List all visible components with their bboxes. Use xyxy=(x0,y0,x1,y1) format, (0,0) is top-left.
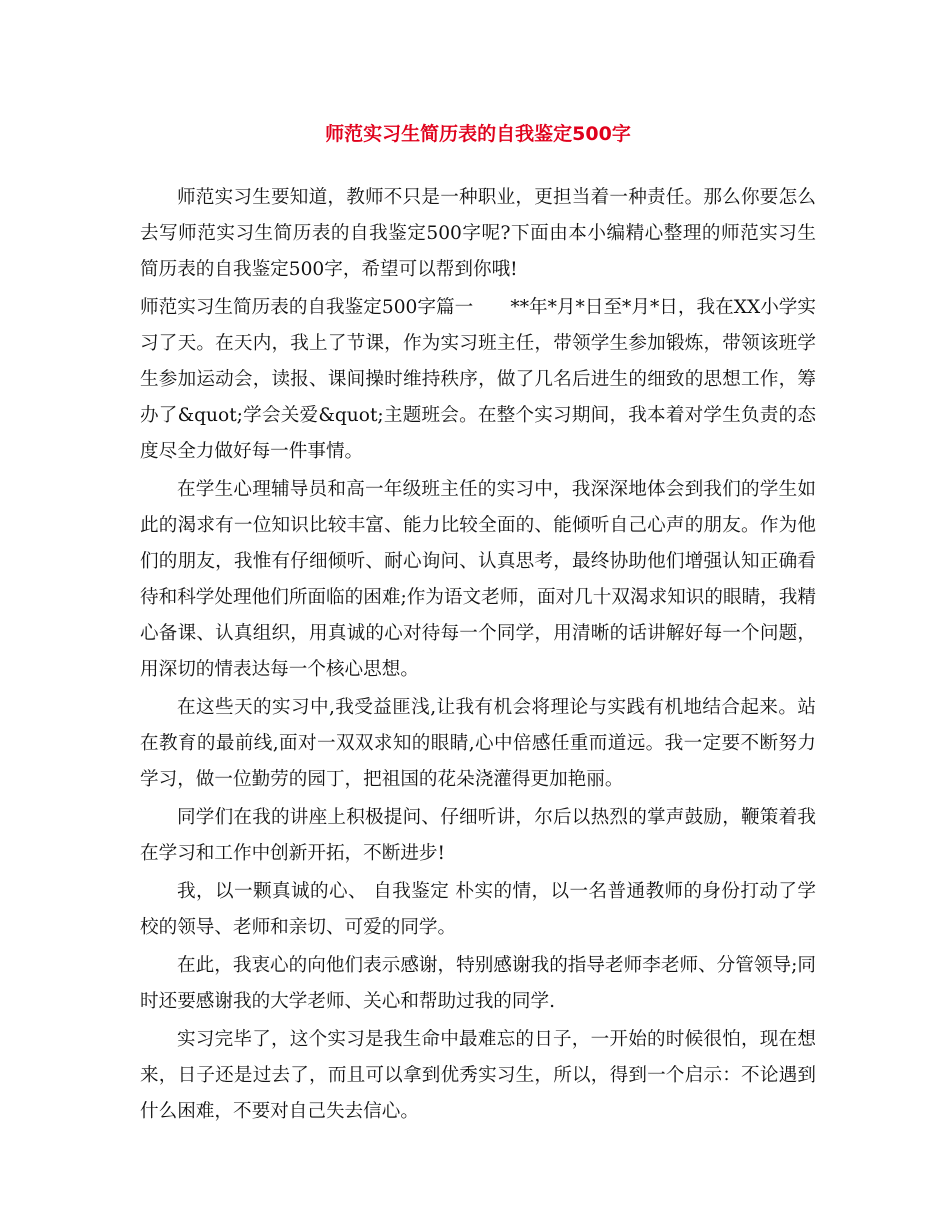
document-body xyxy=(140,180,816,1130)
paragraph-part-one: 师范实习生简历表的自我鉴定500字篇一 **年*月*日至*月*日，我在XX小学实习了天。在天内，我上了节课，作为实习班主任，带领学生参加锻炼，带领该班学生参加运动会，读报、课间操时维持秩序，做了几名后进生的细致的思想工作，筹办了&quot;学会关爱&quot;主题班会。在整个实习期间，我本着对学生负责的态度尽全力做好每一件事情。 xyxy=(140,297,816,462)
paragraph-lecture: 同学们在我的讲座上积极提问、仔细听讲，尔后以热烈的掌声鼓励，鞭策着我在学习和工作中创新开拓，不断进步! xyxy=(140,807,816,864)
document-page xyxy=(140,118,816,1132)
paragraph-sincere: 我，以一颗真诚的心、 自我鉴定 朴实的情，以一名普通教师的身份打动了学校的领导、老师和亲切、可爱的同学。 xyxy=(140,881,816,938)
paragraph-benefit: 在这些天的实习中,我受益匪浅,让我有机会将理论与实践有机地结合起来。站在教育的最前线,面对一双双求知的眼睛,心中倍感任重而道远。我一定要不断努力学习，做一位勤劳的园丁，把祖国的花朵浇灌得更加艳丽。 xyxy=(140,697,816,790)
paragraph-conclusion: 实习完毕了，这个实习是我生命中最难忘的日子，一开始的时候很怕，现在想来，日子还是过去了，而且可以拿到优秀实习生，所以，得到一个启示：不论遇到什么困难，不要对自己失去信心。 xyxy=(140,1029,816,1122)
paragraph-thanks: 在此，我衷心的向他们表示感谢，特别感谢我的指导老师李老师、分管领导;同时还要感谢我的大学老师、关心和帮助过我的同学. xyxy=(140,955,816,1012)
paragraph-counselor: 在学生心理辅导员和高一年级班主任的实习中，我深深地体会到我们的学生如此的渴求有一位知识比较丰富、能力比较全面的、能倾听自己心声的朋友。作为他们的朋友，我惟有仔细倾听、耐心询问、认真思考，最终协助他们增强认知正确看待和科学处理他们所面临的困难;作为语文老师，面对几十双渴求知识的眼睛，我精心备课、认真组织，用真诚的心对待每一个同学，用清晰的话讲解好每一个问题，用深切的情表达每一个核心思想。 xyxy=(140,479,816,680)
paragraph-intro: 师范实习生要知道，教师不只是一种职业，更担当着一种责任。那么你要怎么去写师范实习生简历表的自我鉴定500字呢?下面由本小编精心整理的师范实习生简历表的自我鉴定500字，希望可以帮到你哦! xyxy=(140,187,816,280)
document-title: 师范实习生简历表的自我鉴定500字 xyxy=(325,123,631,145)
